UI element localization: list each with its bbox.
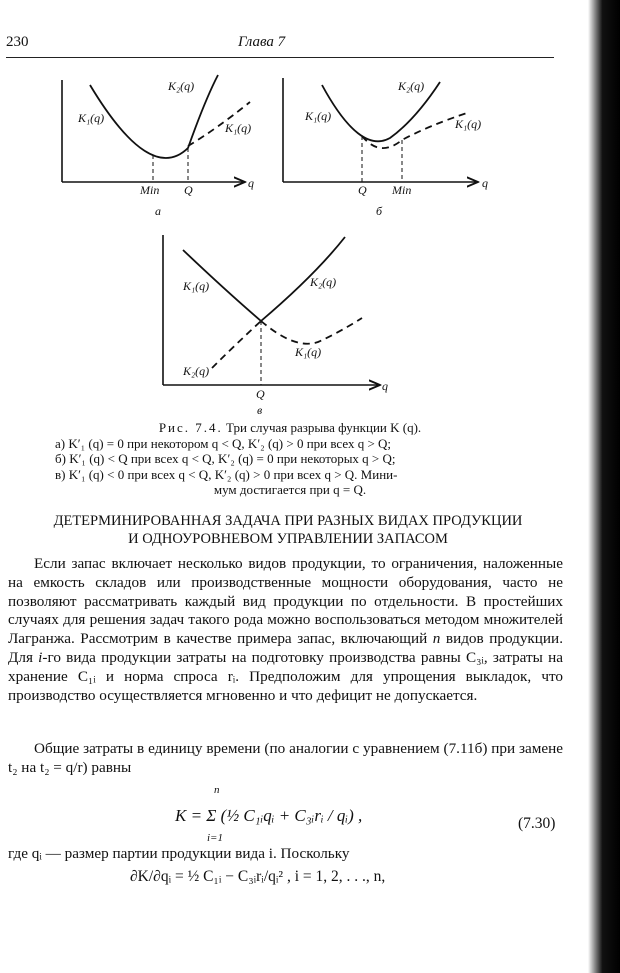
panel-a-label-k1-left: K₁(q) (78, 111, 105, 125)
equation-body: K = Σ (½ C₁ᵢqᵢ + C₃ᵢrᵢ / qᵢ) , (175, 806, 363, 825)
heading-line-1: ДЕТЕРМИНИРОВАННАЯ ЗАДАЧА ПРИ РАЗНЫХ ВИДАХ ПРОДУКЦИИ (53, 513, 523, 529)
panel-c-k2-dashed (212, 321, 261, 368)
where-line: где qᵢ — размер партии продукции вида i. Поскольку (8, 845, 350, 862)
figure-caption (55, 420, 525, 498)
figure-7-4 (0, 60, 560, 420)
section-heading (8, 512, 568, 548)
running-header (6, 34, 580, 54)
panel-a-axis-label: q (248, 176, 254, 190)
caption-line-c: в) K′₁ (q) < 0 при всех q < Q, K′₂ (q) > 0 при всех q > Q. Мини- (55, 466, 398, 482)
derivative-equation: ∂K/∂qᵢ = ½ C₁ᵢ − C₃ᵢrᵢ/qᵢ² , i = 1, 2, . . ., n, (130, 868, 386, 885)
header-rule (6, 57, 554, 58)
panel-a-label-k2: K₂(q) (168, 79, 195, 93)
panel-c-label-k2: K₂(q) (310, 275, 337, 289)
page-number: 230 (6, 34, 29, 50)
panel-c-k1-dashed (261, 318, 362, 344)
paragraph-1: Если запас включает несколько видов продукции, то ограничения, наложенные на емкость складов или производственные мощности оборудования, часто не позволяют рассматривать каждый вид продукции по отдельности. В простейших случаях для решения задач такого рода можно воспользоваться методом множителей Лагранжа. Рассмотрим в качестве примера запас, включающий n видов продукции. Для i-го вида продукции затраты на подготовку производства равны C₃ᵢ, затраты на хранение C₁ᵢ и норма спроса rᵢ. Предположим для упрощения выкладок, что производство осуществляется мгновенно и что дефицит не допускается. (8, 555, 563, 704)
chapter-title: Глава 7 (238, 34, 286, 50)
panel-a (62, 75, 254, 218)
heading-line-2: И ОДНОУРОВНЕВОМ УПРАВЛЕНИИ ЗАПАСОМ (128, 531, 448, 547)
panel-c-label-k1-dashed: K₁(q) (295, 345, 322, 359)
panel-c-tick-q: Q (256, 387, 265, 401)
caption-title: Рис. 7.4. Три случая разрыва функции K (q). (158, 420, 422, 435)
panel-b-curve-dashed (362, 112, 470, 148)
panel-b-label-k1-right: K₁(q) (455, 117, 482, 131)
panel-b (283, 78, 488, 218)
panel-a-tick-q: Q (184, 183, 193, 197)
sum-upper-limit: n (214, 784, 220, 796)
panel-a-tick-min: Min (140, 183, 160, 197)
caption-line-a: а) K′₁ (q) = 0 при некотором q < Q, K′₂ (q) > 0 при всех q > Q; (55, 435, 392, 451)
paragraph-2: Общие затраты в единицу времени (по аналогии с уравнением (7.11б) при замене t₂ на t₂ = q/r) равны (8, 740, 563, 776)
panel-b-tick-q: Q (358, 183, 367, 197)
panel-a-curve-solid (90, 75, 218, 158)
panel-c-label-k1: K₁(q) (183, 279, 210, 293)
panel-a-label-k1-right: K₁(q) (225, 121, 252, 135)
panel-c (163, 235, 388, 417)
panel-b-tick-min: Min (392, 183, 412, 197)
caption-line-c2: мум достигается при q = Q. (213, 482, 367, 497)
panel-b-axis-label: q (482, 176, 488, 190)
panel-a-letter: а (155, 204, 161, 218)
panel-b-label-k2: K₂(q) (398, 79, 425, 93)
panel-c-axis-label: q (382, 379, 388, 393)
panel-c-letter: в (257, 403, 263, 417)
panel-b-label-k1-left: K₁(q) (305, 109, 332, 123)
panel-c-label-k2-dashed: K₂(q) (183, 364, 210, 378)
equation-number: (7.30) (518, 815, 556, 832)
page-edge-shadow (588, 0, 620, 973)
sum-lower-limit: i=1 (207, 832, 223, 844)
panel-b-letter: б (376, 204, 383, 218)
caption-line-b: б) K′₁ (q) < Q при всех q < Q, K′₂ (q) = 0 при некоторых q > Q; (55, 451, 396, 466)
